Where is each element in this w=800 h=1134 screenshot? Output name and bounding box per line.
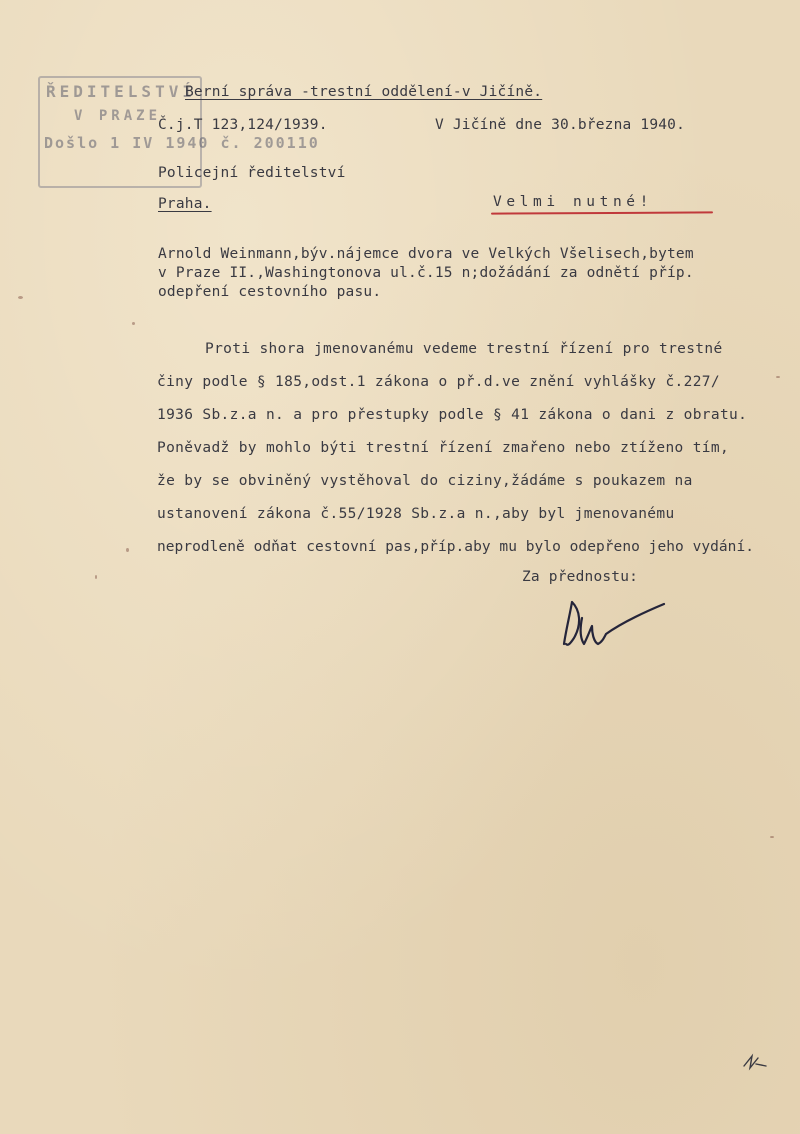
subject-line-2: v Praze II.,Washingtonova ul.č.15 n;dožádání za odnětí příp. xyxy=(158,265,694,281)
body-line-6: ustanovení zákona č.55/1928 Sb.z.a n.,aby byl jmenovanému xyxy=(157,506,675,522)
urgency-note: Velmi nutné! xyxy=(493,194,653,210)
place-and-date: V Jičíně dne 30.března 1940. xyxy=(435,117,686,133)
body-line-3: 1936 Sb.z.a n. a pro přestupky podle § 41 zákona o dani z obratu. xyxy=(157,407,748,423)
paper-speck xyxy=(18,296,23,299)
recipient: Policejní ředitelství xyxy=(158,165,346,181)
body-line-4: Poněvadž by mohlo býti trestní řízení zmařeno nebo ztíženo tím, xyxy=(157,440,730,456)
subject-line-3: odepření cestovního pasu. xyxy=(158,284,382,300)
office-heading: Berní správa -trestní oddělení-v Jičíně. xyxy=(185,84,543,100)
recipient-city: Praha. xyxy=(158,196,212,212)
stamp-line-1: ŘEDITELSTVÍ xyxy=(46,82,196,101)
paper-speck xyxy=(132,322,135,325)
body-line-2: činy podle § 185,odst.1 zákona o př.d.ve znění vyhlášky č.227/ xyxy=(157,374,720,390)
stamp-line-3: Došlo 1 IV 1940 č. 200110 xyxy=(44,134,320,152)
stamp-line-2: V PRAZE xyxy=(74,108,162,124)
paper-speck xyxy=(770,836,774,838)
body-line-5: že by se obviněný vystěhoval do ciziny,žádáme s poukazem na xyxy=(157,473,693,489)
pencil-mark xyxy=(742,1052,768,1072)
reference-number: Č.j.T 123,124/1939. xyxy=(158,117,328,133)
handwritten-signature xyxy=(560,594,670,658)
closing-line: Za přednostu: xyxy=(522,569,639,585)
paper-speck xyxy=(95,575,97,579)
body-line-7: neprodleně odňat cestovní pas,příp.aby mu bylo odepřeno jeho vydání. xyxy=(157,539,755,555)
subject-line-1: Arnold Weinmann,býv.nájemce dvora ve Velkých Všelisech,bytem xyxy=(158,246,694,262)
urgency-underline xyxy=(491,211,713,214)
body-line-1: Proti shora jmenovanému vedeme trestní řízení pro trestné xyxy=(205,341,723,357)
paper-speck xyxy=(776,376,780,378)
paper-speck xyxy=(126,548,129,552)
